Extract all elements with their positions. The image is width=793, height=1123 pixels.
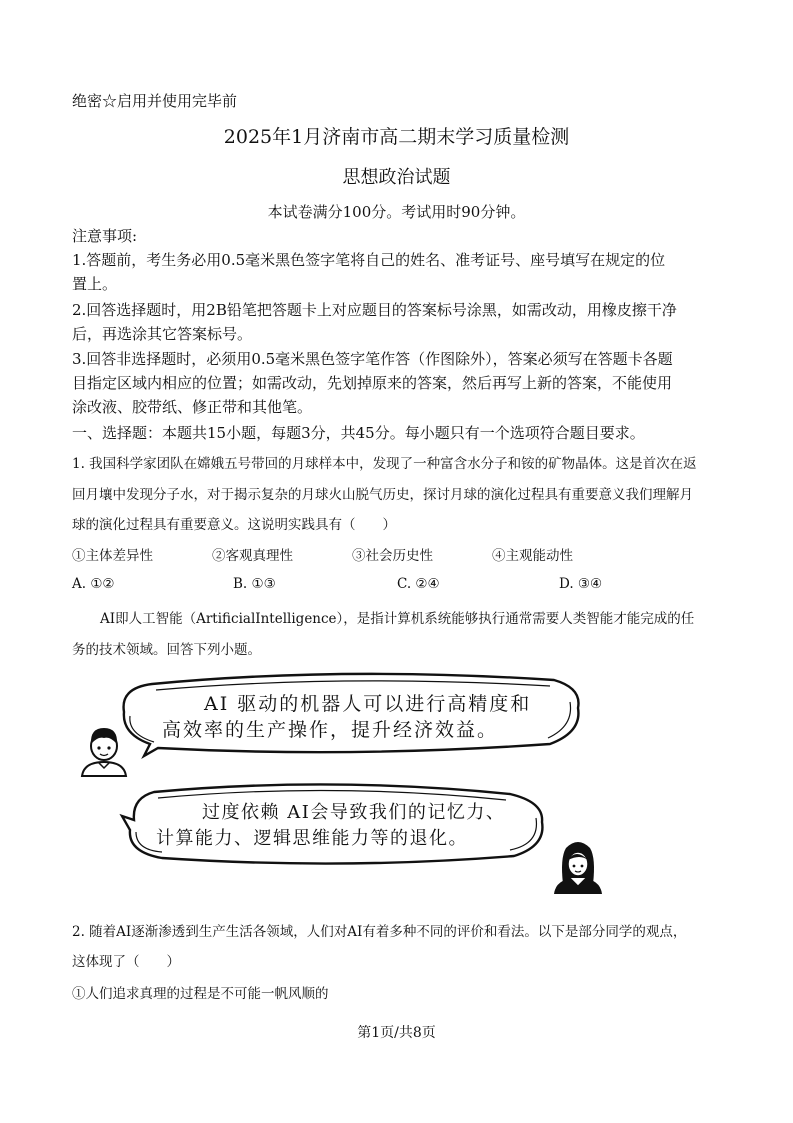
score-time: 本试卷满分100分。考试用时90分钟。	[267, 203, 526, 221]
q1-statement: ①主体差异性	[72, 548, 153, 564]
note-line: 置上。	[72, 275, 118, 293]
question-2-line: 这体现了（ ）	[72, 954, 180, 970]
q1-statement: ③社会历史性	[352, 548, 433, 564]
exam-title: 2025年1月济南市高二期末学习质量检测	[223, 126, 570, 148]
note-line: 3.回答非选择题时，必须用0.5毫米黑色签字笔作答（作图除外），答案必须写在答题卡各题	[72, 350, 673, 368]
bubble-2-line: 过度依赖 AI会导致我们的记忆力、	[202, 802, 506, 823]
speech-bubble-top	[124, 674, 579, 756]
q1-option-a: A. ①②	[72, 576, 115, 592]
q1-option-d: D. ③④	[559, 576, 603, 592]
bubble-2-line: 计算能力、逻辑思维能力等的退化。	[156, 828, 468, 849]
ai-intro-line: 务的技术领域。回答下列小题。	[72, 642, 261, 658]
question-2-line: 2. 随着AI逐渐渗透到生产生活各领域，人们对AI有着多种不同的评价和看法。以下是部分同学的观点，	[72, 924, 687, 940]
q1-statement: ④主观能动性	[492, 548, 573, 564]
section-heading: 一、选择题：本题共15小题，每题3分，共45分。每小题只有一个选项符合题目要求。	[72, 424, 645, 442]
girl-avatar-icon	[554, 842, 602, 894]
question-1-line: 回月壤中发现分子水，对于揭示复杂的月球火山脱气历史，探讨月球的演化过程具有重要意义我们理解月	[72, 487, 693, 503]
boy-avatar-icon	[82, 728, 126, 776]
note-line: 涂改液、胶带纸、修正带和其他笔。	[72, 398, 313, 416]
q1-option-c: C. ②④	[397, 576, 440, 592]
ai-intro-line: AI即人工智能（ArtificialIntelligence），是指计算机系统能够执行通常需要人类智能才能完成的任	[100, 611, 695, 627]
q1-statement: ②客观真理性	[212, 548, 293, 564]
notes-heading: 注意事项:	[72, 227, 138, 245]
question-1-line: 球的演化过程具有重要意义。这说明实践具有（ ）	[72, 517, 396, 533]
bubble-1-line: 高效率的生产操作，提升经济效益。	[162, 719, 499, 741]
speech-bubble-bottom	[122, 784, 542, 863]
q2-statement: ①人们追求真理的过程是不可能一帆风顺的	[72, 986, 329, 1002]
note-line: 2.回答选择题时，用2B铅笔把答题卡上对应题目的答案标号涂黑，如需改动，用橡皮擦干净	[72, 301, 677, 319]
secret-mark: 绝密☆启用并使用完毕前	[72, 92, 238, 110]
question-1-line: 1. 我国科学家团队在嫦娥五号带回的月球样本中，发现了一种富含水分子和铵的矿物晶体。这是首次在返	[72, 456, 697, 472]
note-line: 目指定区域内相应的位置；如需改动，先划掉原来的答案，然后再写上新的答案，不能使用	[72, 374, 673, 392]
note-line: 1.答题前，考生务必用0.5毫米黑色签字笔将自己的姓名、准考证号、座号填写在规定的位	[72, 251, 666, 269]
note-line: 后，再选涂其它答案标号。	[72, 325, 253, 343]
speech-bubble-figure	[70, 668, 610, 900]
q1-option-b: B. ①③	[233, 576, 276, 592]
subject-title: 思想政治试题	[342, 167, 451, 188]
bubble-1-line: AI 驱动的机器人可以进行高精度和	[204, 693, 532, 715]
page-number: 第1页/共8页	[357, 1025, 436, 1041]
